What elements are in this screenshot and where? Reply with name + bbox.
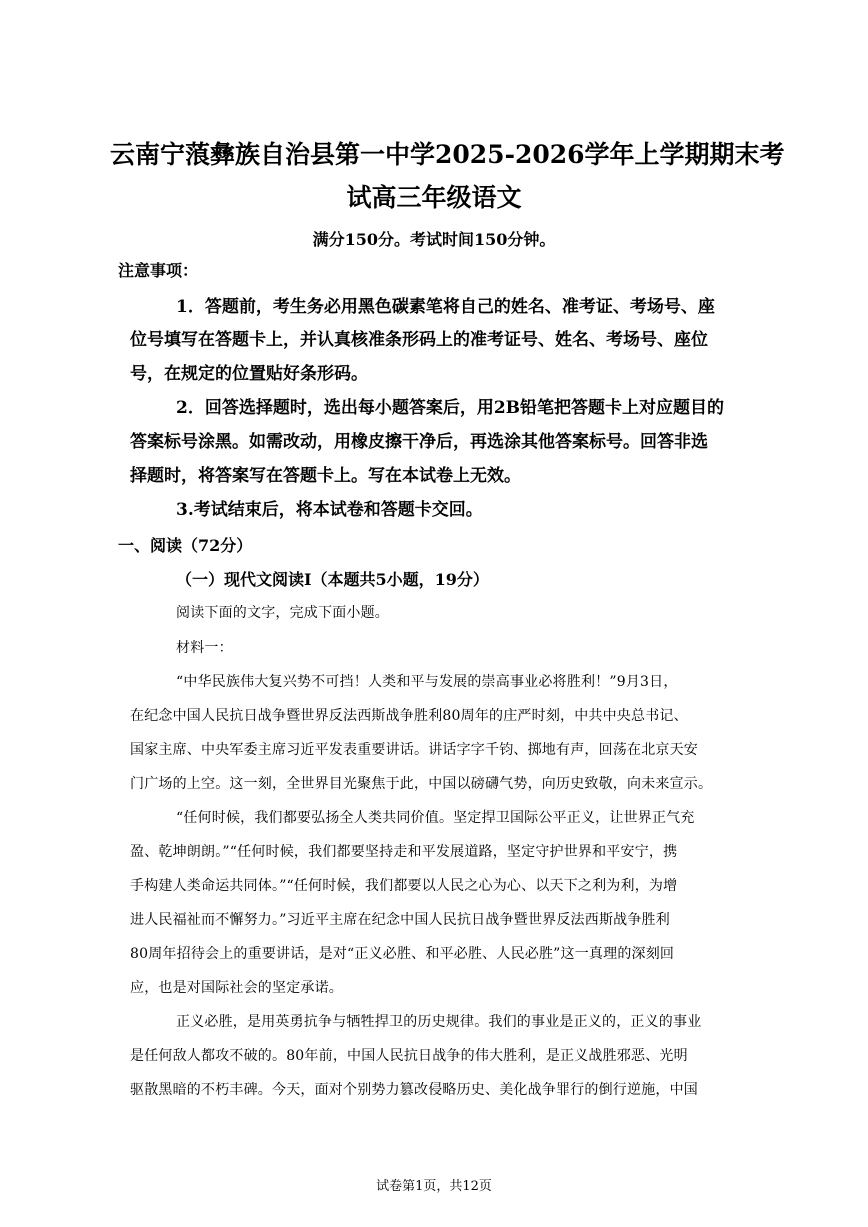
exam-title-line-2: 试高三年级语文 xyxy=(346,183,522,212)
subsection-heading: （一）现代文阅读Ⅰ（本题共5小题，19分） xyxy=(176,570,489,589)
passage-line: 盈、乾坤朗朗。”“任何时候，我们都要坚持走和平发展道路，坚定守护世界和平安宁，携 xyxy=(130,844,678,860)
notice-item-2-line-2: 答案标号涂黑。如需改动，用橡皮擦干净后，再选涂其他答案标号。回答非选 xyxy=(130,432,708,452)
notice-heading: 注意事项： xyxy=(118,261,199,280)
section-heading: 一、阅读（72分） xyxy=(118,536,253,555)
passage-line: 80周年招待会上的重要讲话，是对“正义必胜、和平必胜、人民必胜”这一真理的深刻回 xyxy=(130,946,675,962)
page-footer: 试卷第1页，共12页 xyxy=(376,1179,492,1194)
notice-item-2-line-3: 择题时，将答案写在答题卡上。写在本试卷上无效。 xyxy=(130,466,521,486)
reading-instruction: 阅读下面的文字，完成下面小题。 xyxy=(176,605,389,621)
material-label: 材料一： xyxy=(176,640,233,656)
notice-item-2-line-1: 2．回答选择题时，选出每小题答案后，用2B铅笔把答题卡上对应题目的 xyxy=(176,398,725,418)
passage-line: 门广场的上空。这一刻，全世界目光聚焦于此，中国以磅礴气势，向历史致敬，向未来宣示。 xyxy=(130,776,713,792)
passage-line: 是任何敌人都攻不破的。80年前，中国人民抗日战争的伟大胜利，是正义战胜邪恶、光明 xyxy=(130,1048,688,1064)
passage-line: “任何时候，我们都要弘扬全人类共同价值。坚定捍卫国际公平正义，让世界正气充 xyxy=(176,810,695,826)
passage-line: 正义必胜，是用英勇抗争与牺牲捍卫的历史规律。我们的事业是正义的，正义的事业 xyxy=(176,1014,702,1030)
passage-line: 进人民福祉而不懈努力。”习近平主席在纪念中国人民抗日战争暨世界反法西斯战争胜利 xyxy=(130,912,670,928)
passage-line: “中华民族伟大复兴势不可挡！人类和平与发展的崇高事业必将胜利！”9月3日， xyxy=(176,674,678,690)
passage-line: 国家主席、中央军委主席习近平发表重要讲话。讲话字字千钧、掷地有声，回荡在北京天安 xyxy=(130,742,698,758)
passage-line: 在纪念中国人民抗日战争暨世界反法西斯战争胜利80周年的庄严时刻，中共中央总书记、 xyxy=(130,708,688,724)
passage-line: 驱散黑暗的不朽丰碑。今天，面对个别势力篡改侵略历史、美化战争罪行的倒行逆施，中国 xyxy=(130,1082,698,1098)
passage-line: 手构建人类命运共同体。”“任何时候，我们都要以人民之心为心、以天下之利为利，为增 xyxy=(130,878,678,894)
notice-item-1-line-1: 1．答题前，考生务必用黑色碳素笔将自己的姓名、准考证、考场号、座 xyxy=(176,297,715,317)
notice-item-1-line-3: 号，在规定的位置贴好条形码。 xyxy=(130,364,368,384)
notice-item-1-line-2: 位号填写在答题卡上，并认真核准条形码上的准考证号、姓名、考场号、座位 xyxy=(130,330,708,350)
notice-item-3: 3.考试结束后，将本试卷和答题卡交回。 xyxy=(176,500,483,520)
exam-score-time: 满分150分。考试时间150分钟。 xyxy=(312,230,556,249)
passage-line: 应，也是对国际社会的坚定承诺。 xyxy=(130,980,343,996)
exam-title-line-1: 云南宁蒗彝族自治县第一中学2025-2026学年上学期期末考 xyxy=(110,140,785,169)
